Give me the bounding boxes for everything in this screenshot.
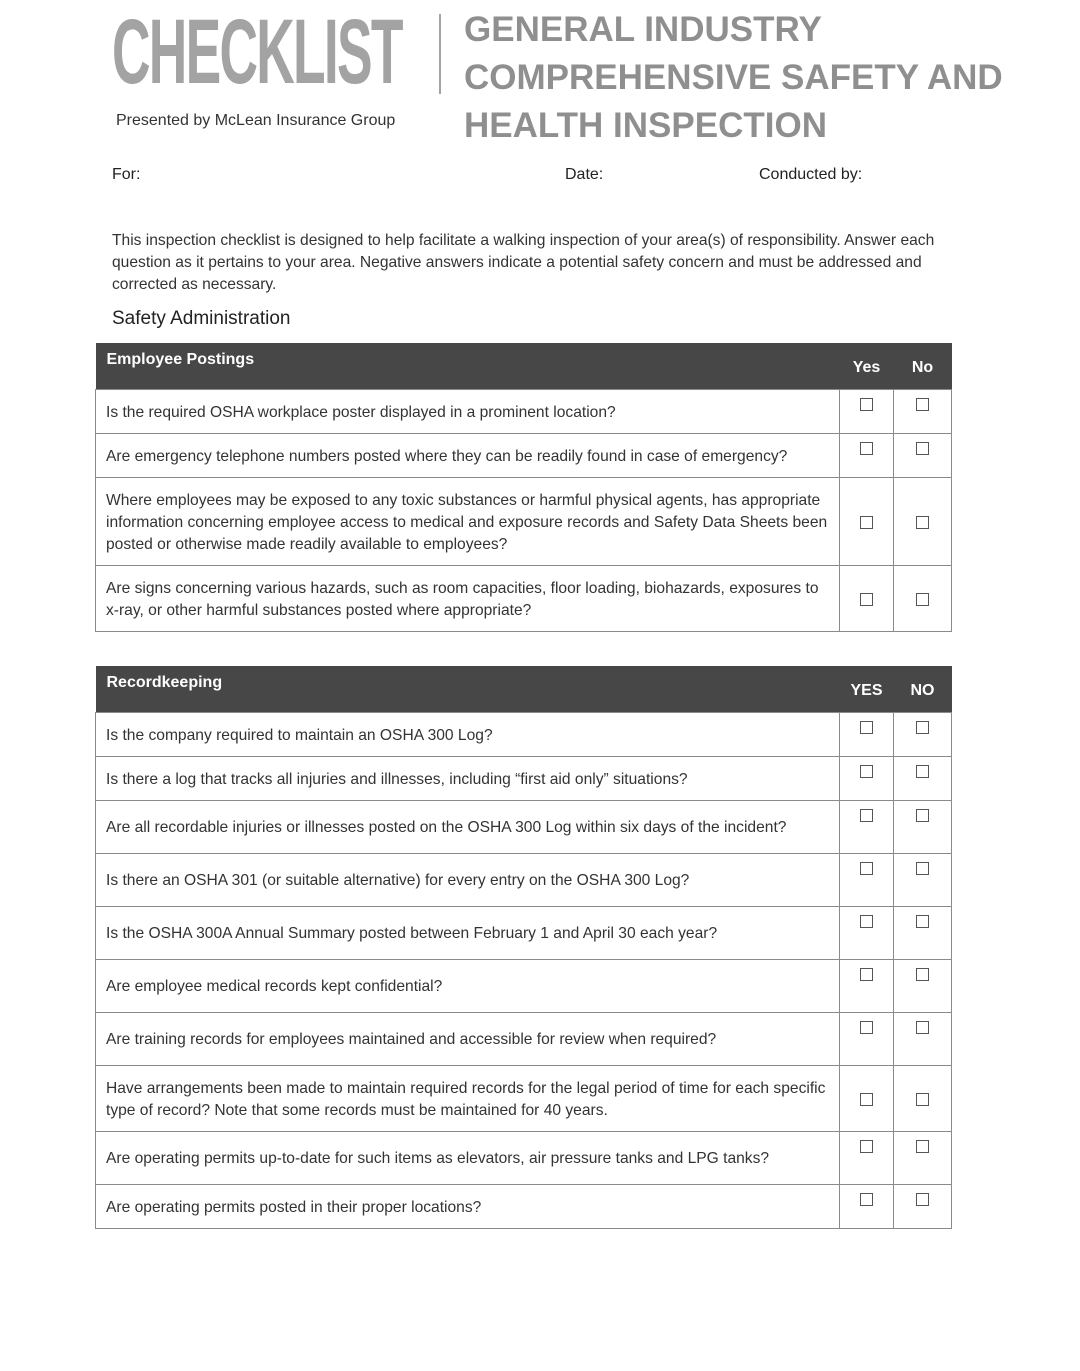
- section-heading: Safety Administration: [112, 308, 291, 329]
- no-cell: [894, 801, 952, 854]
- table-row: [96, 713, 952, 757]
- no-checkbox[interactable]: [916, 442, 929, 455]
- yes-checkbox[interactable]: [860, 1021, 873, 1034]
- no-checkbox[interactable]: [916, 516, 929, 529]
- title-line: HEALTH INSPECTION: [464, 106, 827, 145]
- no-cell: [894, 566, 952, 632]
- no-cell: [894, 390, 952, 434]
- yes-cell: [840, 1132, 894, 1185]
- header-divider: [439, 14, 441, 94]
- no-cell: [894, 1132, 952, 1185]
- table-row: [96, 1132, 952, 1185]
- presented-by: Presented by McLean Insurance Group: [116, 112, 396, 129]
- no-cell: [894, 907, 952, 960]
- yes-cell: [840, 960, 894, 1013]
- question-text: Are operating permits up-to-date for such items as elevators, air pressure tanks and LPG tanks?: [96, 1132, 840, 1185]
- yes-cell: [840, 1013, 894, 1066]
- no-checkbox[interactable]: [916, 1021, 929, 1034]
- yes-cell: [840, 390, 894, 434]
- no-column-header: No: [894, 343, 952, 390]
- no-cell: [894, 713, 952, 757]
- yes-cell: [840, 907, 894, 960]
- no-cell: [894, 434, 952, 478]
- no-checkbox[interactable]: [916, 1093, 929, 1106]
- table-row: [96, 960, 952, 1013]
- no-cell: [894, 960, 952, 1013]
- question-text: Are all recordable injuries or illnesses posted on the OSHA 300 Log within six days of the incident?: [96, 801, 840, 854]
- yes-checkbox[interactable]: [860, 862, 873, 875]
- yes-cell: [840, 713, 894, 757]
- no-cell: [894, 1013, 952, 1066]
- question-text: Is the company required to maintain an OSHA 300 Log?: [96, 713, 840, 757]
- table-row: [96, 907, 952, 960]
- yes-checkbox[interactable]: [860, 721, 873, 734]
- no-cell: [894, 1185, 952, 1229]
- yes-checkbox[interactable]: [860, 809, 873, 822]
- yes-cell: [840, 854, 894, 907]
- yes-cell: [840, 478, 894, 566]
- no-cell: [894, 1066, 952, 1132]
- yes-cell: [840, 434, 894, 478]
- table-row: [96, 1066, 952, 1132]
- no-checkbox[interactable]: [916, 398, 929, 411]
- yes-cell: [840, 566, 894, 632]
- no-checkbox[interactable]: [916, 1193, 929, 1206]
- no-checkbox[interactable]: [916, 809, 929, 822]
- table-row: [96, 1185, 952, 1229]
- table-row: [96, 1013, 952, 1066]
- for-label: For:: [112, 166, 141, 183]
- no-cell: [894, 854, 952, 907]
- yes-column-header: YES: [840, 666, 894, 713]
- conducted-by-label: Conducted by:: [759, 166, 863, 183]
- yes-cell: [840, 801, 894, 854]
- yes-checkbox[interactable]: [860, 1193, 873, 1206]
- table-header-row: [96, 666, 952, 713]
- table-title: Recordkeeping: [96, 666, 840, 713]
- table-row: [96, 478, 952, 566]
- employee-postings-table: [95, 343, 952, 632]
- table-title: Employee Postings: [96, 343, 840, 390]
- yes-checkbox[interactable]: [860, 398, 873, 411]
- no-checkbox[interactable]: [916, 862, 929, 875]
- no-checkbox[interactable]: [916, 765, 929, 778]
- date-label: Date:: [565, 166, 604, 183]
- question-text: Is the required OSHA workplace poster displayed in a prominent location?: [96, 390, 840, 434]
- yes-cell: [840, 757, 894, 801]
- yes-checkbox[interactable]: [860, 593, 873, 606]
- table-row: [96, 854, 952, 907]
- yes-checkbox[interactable]: [860, 915, 873, 928]
- title-line: COMPREHENSIVE SAFETY AND: [464, 58, 1003, 97]
- question-text: Where employees may be exposed to any toxic substances or harmful physical agents, has appropriate information concerning employee access to medical and exposure records and Safety Data Sheets been posted or otherwise made readily available to employees?: [96, 478, 840, 566]
- question-text: Are emergency telephone numbers posted where they can be readily found in case of emergency?: [96, 434, 840, 478]
- table-header-row: [96, 343, 952, 390]
- question-text: Is there an OSHA 301 (or suitable alternative) for every entry on the OSHA 300 Log?: [96, 854, 840, 907]
- question-text: Have arrangements been made to maintain required records for the legal period of time for each specific type of record? Note that some records must be maintained for 40 years.: [96, 1066, 840, 1132]
- no-checkbox[interactable]: [916, 721, 929, 734]
- no-checkbox[interactable]: [916, 968, 929, 981]
- table-row: [96, 390, 952, 434]
- yes-cell: [840, 1066, 894, 1132]
- intro-paragraph: This inspection checklist is designed to help facilitate a walking inspection of your area(s) of responsibility. Answer each question as it pertains to your area. Negative answers indicate a potential safety concern and must be addressed and corrected as necessary.: [112, 232, 935, 293]
- no-checkbox[interactable]: [916, 915, 929, 928]
- yes-checkbox[interactable]: [860, 442, 873, 455]
- yes-cell: [840, 1185, 894, 1229]
- question-text: Are operating permits posted in their proper locations?: [96, 1185, 840, 1229]
- no-cell: [894, 478, 952, 566]
- document-title: [464, 6, 1024, 150]
- no-checkbox[interactable]: [916, 1140, 929, 1153]
- yes-checkbox[interactable]: [860, 968, 873, 981]
- yes-column-header: Yes: [840, 343, 894, 390]
- question-text: Are employee medical records kept confidential?: [96, 960, 840, 1013]
- yes-checkbox[interactable]: [860, 765, 873, 778]
- recordkeeping-table: [95, 666, 952, 1229]
- title-line: GENERAL INDUSTRY: [464, 10, 822, 49]
- brand-wordmark: CHECKLIST: [112, 1, 402, 103]
- no-cell: [894, 757, 952, 801]
- table-row: [96, 757, 952, 801]
- question-text: Are training records for employees maintained and accessible for review when required?: [96, 1013, 840, 1066]
- yes-checkbox[interactable]: [860, 1140, 873, 1153]
- question-text: Are signs concerning various hazards, such as room capacities, floor loading, biohazards, exposures to x-ray, or other harmful substances posted where appropriate?: [96, 566, 840, 632]
- yes-checkbox[interactable]: [860, 516, 873, 529]
- question-text: Is the OSHA 300A Annual Summary posted between February 1 and April 30 each year?: [96, 907, 840, 960]
- no-column-header: NO: [894, 666, 952, 713]
- yes-checkbox[interactable]: [860, 1093, 873, 1106]
- table-row: [96, 801, 952, 854]
- question-text: Is there a log that tracks all injuries and illnesses, including “first aid only” situations?: [96, 757, 840, 801]
- table-row: [96, 434, 952, 478]
- no-checkbox[interactable]: [916, 593, 929, 606]
- table-row: [96, 566, 952, 632]
